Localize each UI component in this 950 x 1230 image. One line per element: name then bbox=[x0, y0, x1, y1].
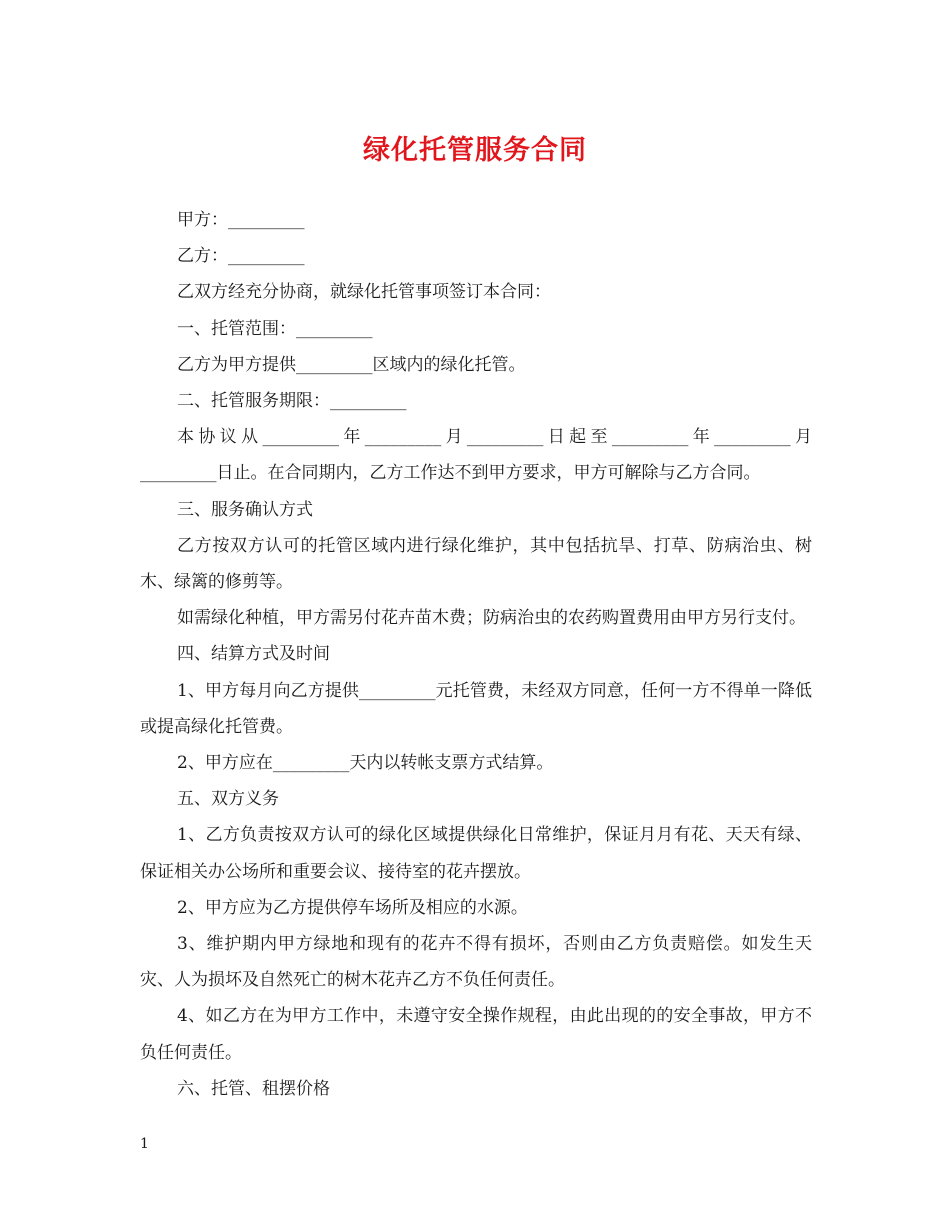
settlement-item-2: 2、甲方应在_________天内以转帐支票方式结算。 bbox=[177, 753, 554, 774]
party-b-line: 乙方：_________ bbox=[177, 246, 305, 267]
preamble-paragraph: 乙双方经充分协商，就绿化托管事项签订本合同： bbox=[177, 282, 551, 303]
section-heading-confirmation: 三、服务确认方式 bbox=[177, 499, 313, 520]
section-heading-obligations: 五、双方义务 bbox=[177, 789, 279, 810]
scope-paragraph: 乙方为甲方提供_________区域内的绿化托管。 bbox=[177, 354, 526, 375]
term-paragraph: 本协议从_________年_________月_________日起至_________年_________月_________日止。在合同期内，乙方工作达不到甲方要求，甲方可解除与乙方合同。 bbox=[140, 427, 812, 484]
confirmation-paragraph-2: 如需绿化种植，甲方需另付花卉苗木费；防病治虫的农药购置费用由甲方另行支付。 bbox=[177, 608, 806, 629]
obligation-item-2: 2、甲方应为乙方提供停车场所及相应的水源。 bbox=[177, 897, 528, 918]
obligation-item-3: 3、维护期内甲方绿地和现有的花卉不得有损坏，否则由乙方负责赔偿。如发生天灾、人为损坏及自然死亡的树木花卉乙方不负任何责任。 bbox=[140, 934, 812, 991]
party-a-line: 甲方：_________ bbox=[177, 210, 305, 230]
document-title: 绿化托管服务合同 bbox=[363, 135, 587, 166]
obligation-item-4: 4、如乙方在为甲方工作中，未遵守安全操作规程，由此出现的的安全事故，甲方不负任何责任。 bbox=[140, 1006, 812, 1063]
document-body bbox=[140, 202, 812, 1107]
page-number: 1 bbox=[140, 1136, 149, 1152]
settlement-item-1: 1、甲方每月向乙方提供_________元托管费，未经双方同意，任何一方不得单一降低或提高绿化托管费。 bbox=[140, 680, 812, 737]
section-heading-term: 二、托管服务期限：_________ bbox=[177, 391, 407, 412]
section-heading-scope: 一、托管范围：_________ bbox=[177, 318, 373, 339]
confirmation-paragraph-1: 乙方按双方认可的托管区域内进行绿化维护，其中包括抗旱、打草、防病治虫、树木、绿篱的修剪等。 bbox=[140, 535, 812, 593]
obligation-item-1: 1、乙方负责按双方认可的绿化区域提供绿化日常维护，保证月月有花、天天有绿、保证相关办公场所和重要会议、接待室的花卉摆放。 bbox=[140, 825, 812, 882]
section-heading-settlement: 四、结算方式及时间 bbox=[177, 644, 330, 665]
section-heading-pricing: 六、托管、租摆价格 bbox=[177, 1078, 330, 1099]
